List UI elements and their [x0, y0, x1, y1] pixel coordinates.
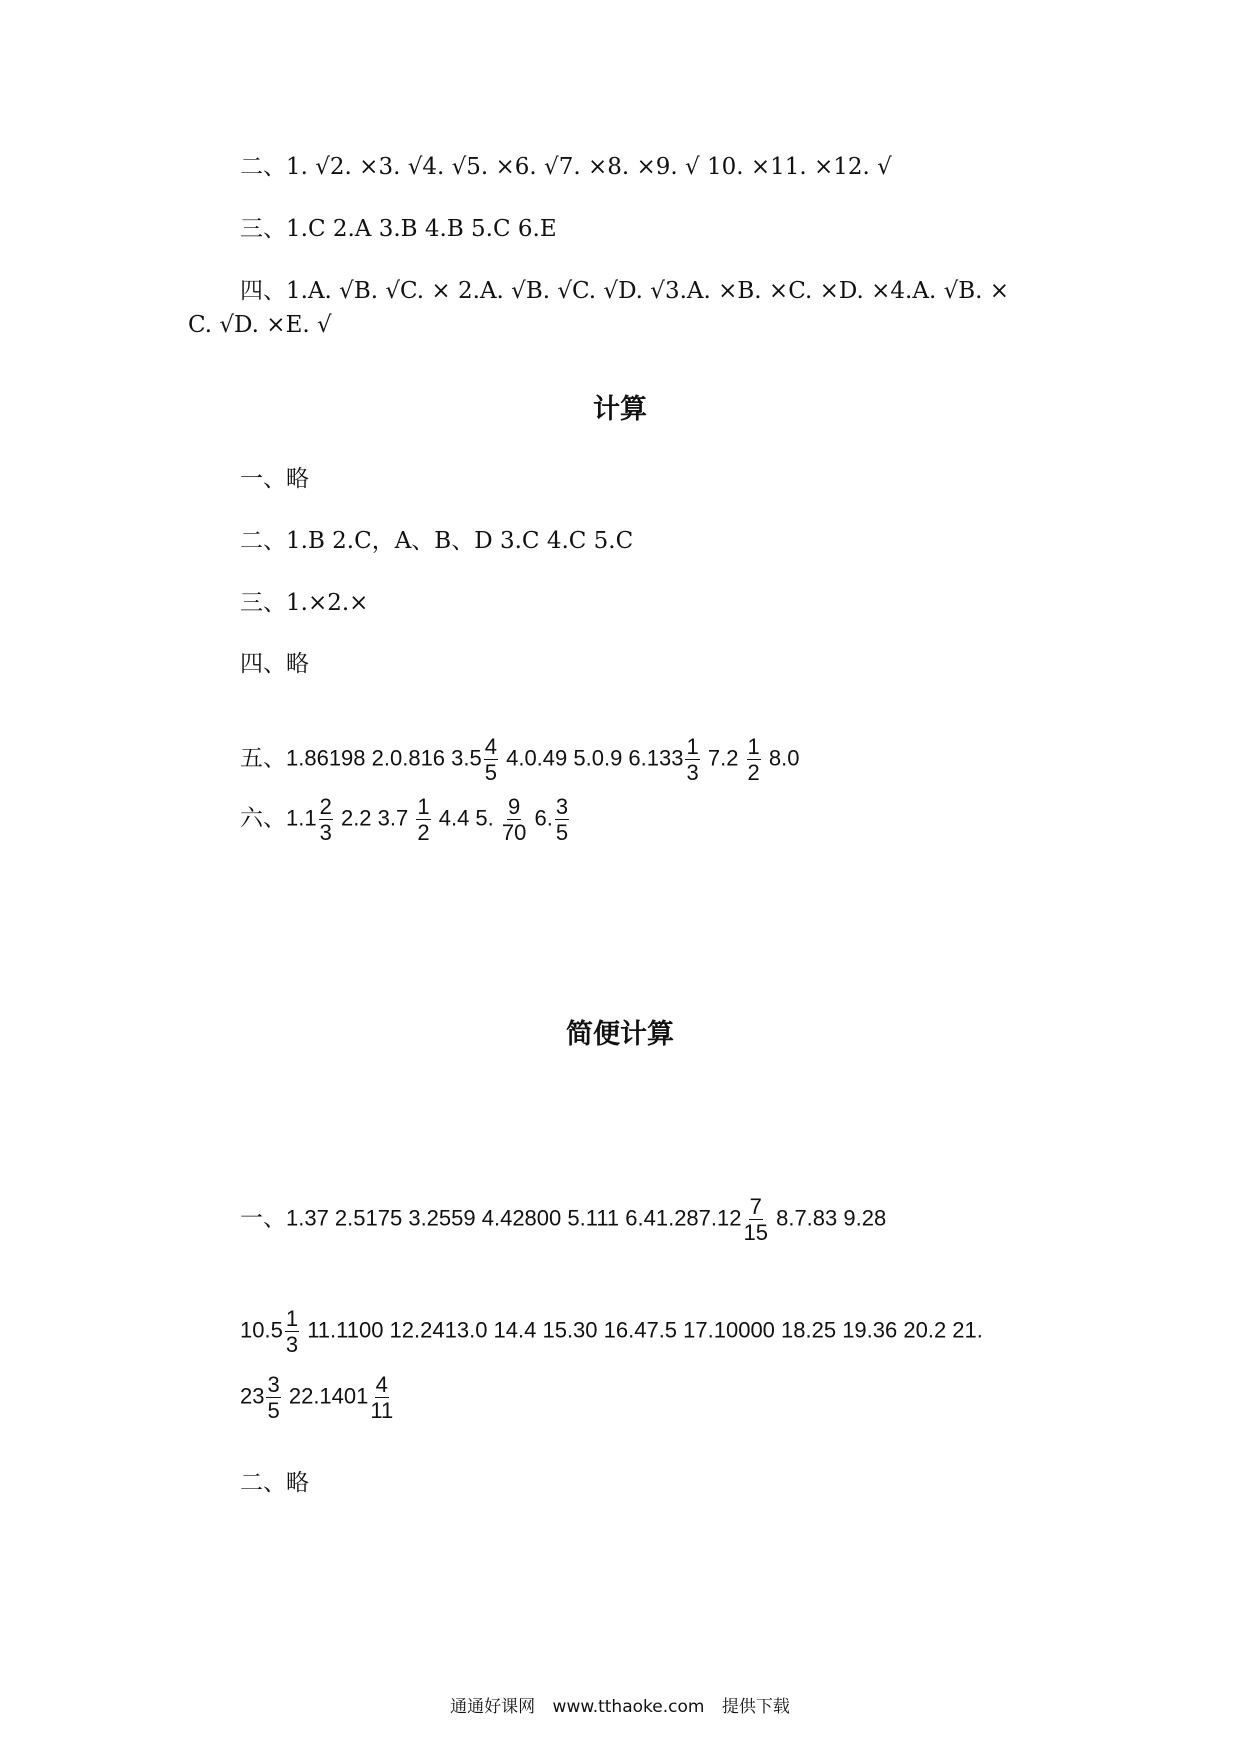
jianbian-line-23-text-1: 23: [240, 1383, 265, 1409]
jisuan-er: 二、1.B 2.C，A、B、D 3.C 4.C 5.C: [240, 528, 634, 554]
jianbian-line-23-text-2: 22.1401: [282, 1383, 369, 1409]
jisuan-liu-text-3: 4.4 5.: [432, 805, 500, 831]
jisuan-wu-text-2: 4.0.49 5.0.9 6.133: [499, 745, 684, 771]
footer-url[interactable]: www.tthaoke.com: [552, 1697, 705, 1717]
section-title-jisuan: 计算: [593, 394, 647, 425]
denominator: 5: [484, 760, 497, 786]
jisuan-san: 三、1.×2.×: [240, 590, 369, 616]
jianbian-yi-prefix: 一、: [240, 1205, 286, 1232]
page-footer: [0, 1692, 1240, 1717]
fraction: [416, 795, 430, 844]
fraction: [285, 1307, 299, 1356]
jianbian-er: 二、略: [240, 1470, 309, 1496]
denominator: 3: [319, 820, 332, 846]
jianbian-yi-text-1: 1.37 2.5175 3.2559 4.42800 5.111 6.41.287.12: [286, 1205, 742, 1231]
denominator: 5: [267, 1398, 280, 1424]
answer-line-si-2: C. √D. ×E. √: [188, 312, 332, 338]
jisuan-si: 四、略: [240, 651, 309, 677]
jisuan-liu-text-4: 6.: [528, 805, 553, 831]
denominator: 5: [555, 820, 569, 846]
footer-suffix: 提供下载: [721, 1697, 790, 1717]
jianbian-line-23: [240, 1373, 395, 1422]
answer-line-er: 二、1. √2. ×3. √4. √5. ×6. √7. ×8. ×9. √ 10. ×11. ×12. √: [240, 154, 892, 180]
fraction: [747, 735, 761, 784]
jianbian-yi-text-2: 8.7.83 9.28: [769, 1205, 887, 1231]
fraction: [266, 1373, 280, 1422]
numerator: 9: [508, 794, 521, 819]
numerator: 4: [484, 734, 497, 759]
denominator: 3: [285, 1332, 299, 1358]
jisuan-liu-text-1: 1.1: [286, 805, 317, 831]
jisuan-liu-prefix: 六、: [240, 805, 286, 832]
jianbian-yi: [240, 1195, 886, 1244]
denominator: 3: [686, 760, 699, 786]
jisuan-wu-prefix: 五、: [240, 745, 286, 772]
numerator: 1: [686, 734, 699, 759]
fraction: [502, 795, 526, 844]
fraction: [744, 1195, 768, 1244]
jisuan-liu: [240, 795, 571, 844]
jianbian-line-10-text-1: 10.5: [240, 1317, 283, 1343]
footer-site-name: 通通好课网: [450, 1697, 536, 1717]
numerator: 7: [749, 1194, 762, 1219]
denominator: 70: [501, 820, 527, 846]
numerator: 1: [417, 794, 430, 819]
denominator: 2: [747, 760, 760, 786]
answer-line-si-1: 四、1.A. √B. √C. × 2.A. √B. √C. √D. √3.A. ×B. ×C. ×D. ×4.A. √B. ×: [240, 278, 1010, 304]
section-title-jianbian: 简便计算: [566, 1019, 674, 1050]
jisuan-wu-text-3: 7.2: [701, 745, 745, 771]
numerator: 1: [285, 1306, 299, 1331]
numerator: 3: [555, 794, 569, 819]
answer-line-san: 三、1.C 2.A 3.B 4.B 5.C 6.E: [240, 216, 557, 242]
jisuan-wu: [240, 735, 800, 784]
numerator: 1: [747, 734, 760, 759]
denominator: 2: [417, 820, 430, 846]
fraction: [370, 1373, 393, 1422]
jisuan-yi: 一、略: [240, 466, 309, 492]
fraction: [555, 795, 569, 844]
denominator: 15: [743, 1220, 768, 1246]
numerator: 3: [267, 1372, 280, 1397]
jianbian-line-10: [240, 1307, 983, 1356]
numerator: 4: [375, 1372, 388, 1397]
jisuan-liu-text-2: 2.2 3.7: [334, 805, 415, 831]
denominator: 11: [370, 1398, 394, 1424]
jianbian-line-10-text-2: 11.1100 12.2413.0 14.4 15.30 16.47.5 17.10000 18.25 19.36 20.2 21.: [301, 1317, 983, 1343]
jisuan-wu-text-1: 1.86198 2.0.816 3.5: [286, 745, 482, 771]
fraction: [685, 735, 699, 784]
fraction: [319, 795, 333, 844]
numerator: 2: [319, 794, 332, 819]
fraction: [484, 735, 498, 784]
jisuan-wu-text-4: 8.0: [762, 745, 800, 771]
